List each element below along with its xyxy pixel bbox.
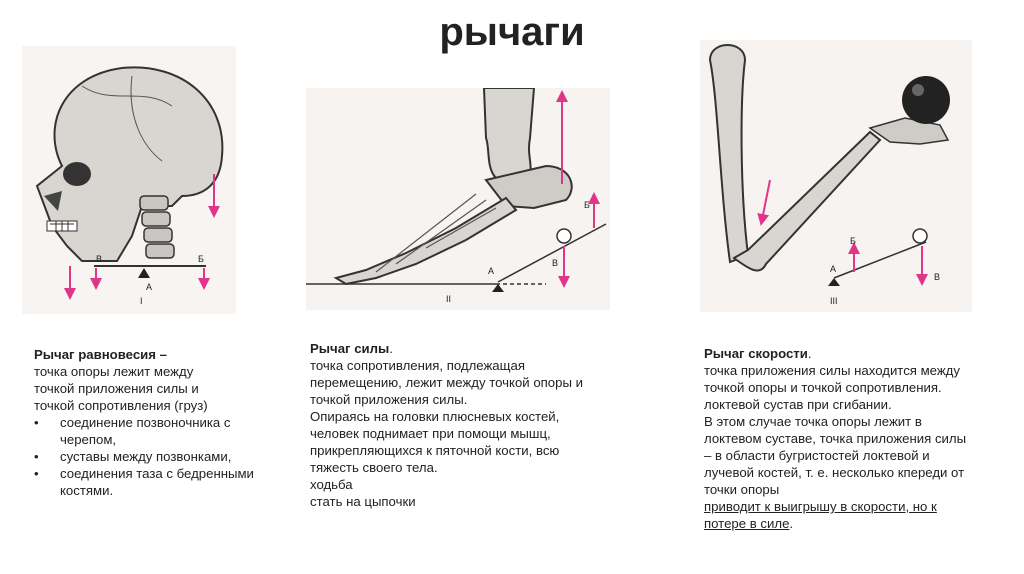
col1-heading: Рычаг равновесия –	[34, 347, 167, 362]
speed-lever-description	[704, 345, 974, 532]
forearm-bones	[734, 132, 880, 271]
skull-lever-illustration	[22, 46, 236, 314]
col3-heading-suffix: .	[807, 346, 812, 361]
col3-underlined-conclusion: приводит к выигрышу в скорости, но к потере в силе	[704, 499, 937, 531]
col2-heading: Рычаг силы	[310, 341, 390, 356]
label-v: В	[552, 258, 559, 268]
tibia-bone	[484, 88, 534, 178]
label-a: А	[488, 266, 495, 276]
col3-paragraph: локтевой сустав при сгибании.	[704, 397, 892, 412]
hand-bones	[870, 118, 948, 144]
list-item: • суставы между позвонками,	[34, 448, 274, 465]
slide-title: рычаги	[439, 10, 585, 54]
list-item: • соединения таза с бедренными костями.	[34, 465, 274, 499]
col2-paragraph: точка сопротивления, подлежащая перемещению, лежит между точкой опоры и точкой приложения силы.	[310, 358, 583, 407]
label-a: А	[830, 264, 837, 274]
col3-paragraph: точка приложения силы находится между точкой опоры и точкой сопротивления.	[704, 363, 960, 395]
col3-suffix: .	[789, 516, 794, 531]
label-b: Б	[198, 254, 204, 264]
label-b: Б	[850, 236, 856, 246]
col3-heading: Рычаг скорости	[704, 346, 808, 361]
col2-paragraph: Опираясь на головки плюсневых костей, человек поднимает при помощи мышц, прикрепляющихся к пяточной кости, всю тяжесть своего тела.	[310, 409, 560, 475]
label-b: Б	[584, 200, 590, 210]
foot-lever-illustration	[306, 88, 610, 310]
col3-paragraph: В этом случае точка опоры лежит в локтевом суставе, точка приложения силы – в области бугристостей локтевой и лучевой костей, т. е. несколько кпереди от точки опоры	[704, 414, 967, 497]
arm-lever-illustration	[700, 40, 972, 312]
label-v: В	[96, 254, 103, 264]
col1-line: точка опоры лежит между	[34, 364, 194, 379]
label-a: А	[146, 282, 153, 292]
col1-line: точкой сопротивления (груз)	[34, 398, 208, 413]
humerus-bone	[710, 45, 748, 262]
equilibrium-lever-description	[34, 346, 274, 499]
col1-line: точкой приложения силы и	[34, 381, 199, 396]
label-v: В	[934, 272, 941, 282]
force-lever-description	[310, 340, 600, 510]
col2-paragraph: стать на цыпочки	[310, 494, 416, 509]
list-item: • соединение позвоночника с черепом,	[34, 414, 274, 448]
roman-numeral: I	[140, 296, 143, 306]
col2-heading-suffix: .	[389, 341, 393, 356]
roman-numeral: II	[446, 294, 452, 304]
muscle-arrow	[762, 180, 770, 220]
ball	[902, 76, 950, 124]
col1-examples	[34, 414, 274, 499]
col2-paragraph: ходьба	[310, 477, 353, 492]
roman-numeral: III	[830, 296, 838, 306]
